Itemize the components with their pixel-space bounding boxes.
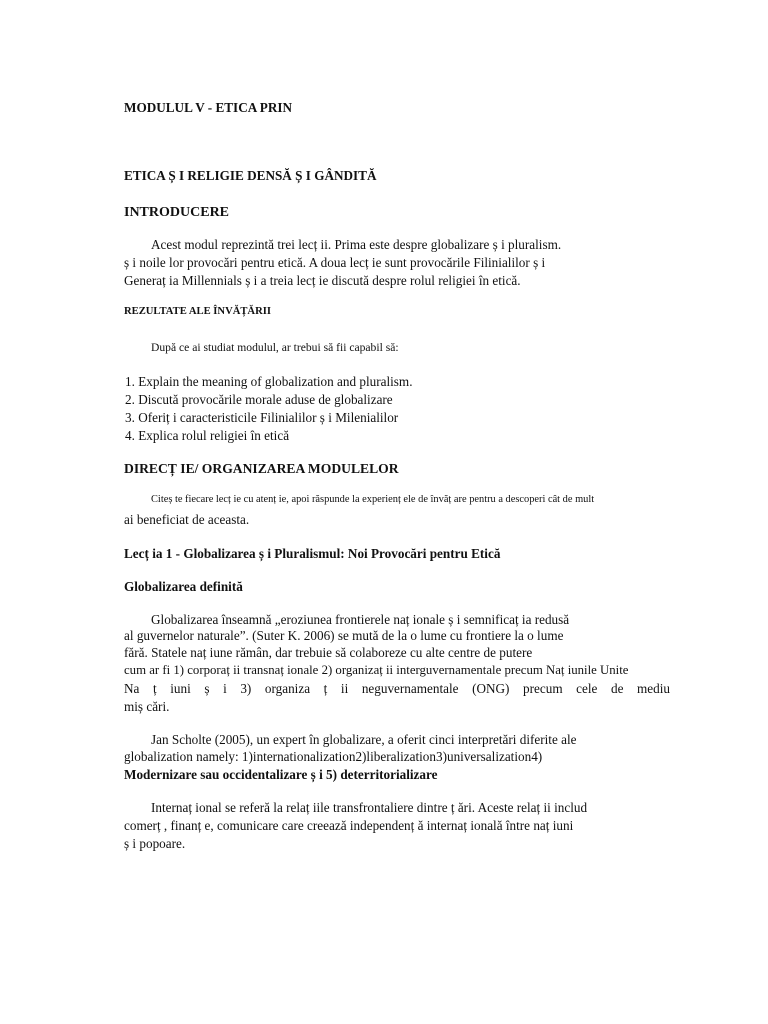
paragraph-line: globalization namely: 1)internationalization2)liberalization3)universalization4) (124, 749, 543, 764)
paragraph-line: Globalizarea înseamnă „eroziunea frontierele naț ionale ș i semnificaț ia redusă (151, 612, 570, 627)
introduction-heading: INTRODUCERE (124, 205, 230, 220)
lesson-subheading: Globalizarea definită (124, 579, 243, 594)
paragraph-line: Jan Scholte (2005), un expert în globalizare, a oferit cinci interpretări diferite ale (151, 732, 577, 747)
paragraph-line: Na ț iuni ș i 3) organiza ț ii neguvernamentale (ONG) precum cele de mediu (124, 681, 670, 696)
paragraph-line: miș cări. (124, 699, 170, 714)
introduction-line: Acest modul reprezintă trei lecț ii. Prima este despre globalizare ș i pluralism. (151, 237, 562, 252)
paragraph-line: ș i popoare. (124, 836, 186, 851)
paragraph-line: fără. Statele naț iune rămân, dar trebuie să colaboreze cu alte centre de putere (124, 645, 533, 660)
outcomes-heading: REZULTATE ALE ÎNVĂȚĂRII (124, 306, 271, 317)
outcome-item: 4. Explica rolul religiei în etică (125, 428, 290, 443)
introduction-line: ș i noile lor provocări pentru etică. A doua lecț ie sunt provocările Filinialilor ș i (124, 255, 546, 270)
outcome-item: 1. Explain the meaning of globalization and pluralism. (125, 374, 413, 389)
paragraph-line: al guvernelor naturale”. (Suter K. 2006) se mută de la o lume cu frontiere la o lume (124, 628, 564, 643)
paragraph-line: comerț , finanț e, comunicare care creează independenț ă internaț ională între naț iuni (124, 818, 574, 833)
paragraph-bold-line: Modernizare sau occidentalizare ș i 5) deterritorializare (124, 767, 438, 782)
direction-heading: DIRECȚ IE/ ORGANIZAREA MODULELOR (124, 461, 399, 476)
paragraph-line: cum ar fi 1) corporaț ii transnaț ionale 2) organizaț ii interguvernamentale precum Naț iunile Unite (124, 663, 629, 677)
lesson-heading: Lecț ia 1 - Globalizarea ș i Pluralismul: Noi Provocări pentru Etică (124, 546, 501, 561)
paragraph-line: Internaț ional se referă la relaț iile transfrontaliere dintre ț ări. Aceste relaț ii includ (151, 800, 588, 815)
module-subtitle: ETICA Ș I RELIGIE DENSĂ Ș I GÂNDITĂ (124, 168, 377, 183)
direction-line: Citeș te fiecare lecț ie cu atenț ie, apoi răspunde la experienț ele de învăț are pentru a descoperi cât de mult (151, 494, 595, 505)
outcomes-lead: După ce ai studiat modulul, ar trebui să fii capabil să: (151, 341, 399, 354)
module-title: MODULUL V - ETICA PRIN (124, 100, 293, 115)
outcome-item: 2. Discută provocările morale aduse de globalizare (125, 392, 393, 407)
introduction-line: Generaț ia Millennials ș i a treia lecț ie discută despre rolul religiei în etică. (124, 273, 521, 288)
outcome-item: 3. Oferiț i caracteristicile Filinialilor ș i Milenialilor (125, 410, 399, 425)
direction-line: ai beneficiat de aceasta. (124, 512, 250, 527)
